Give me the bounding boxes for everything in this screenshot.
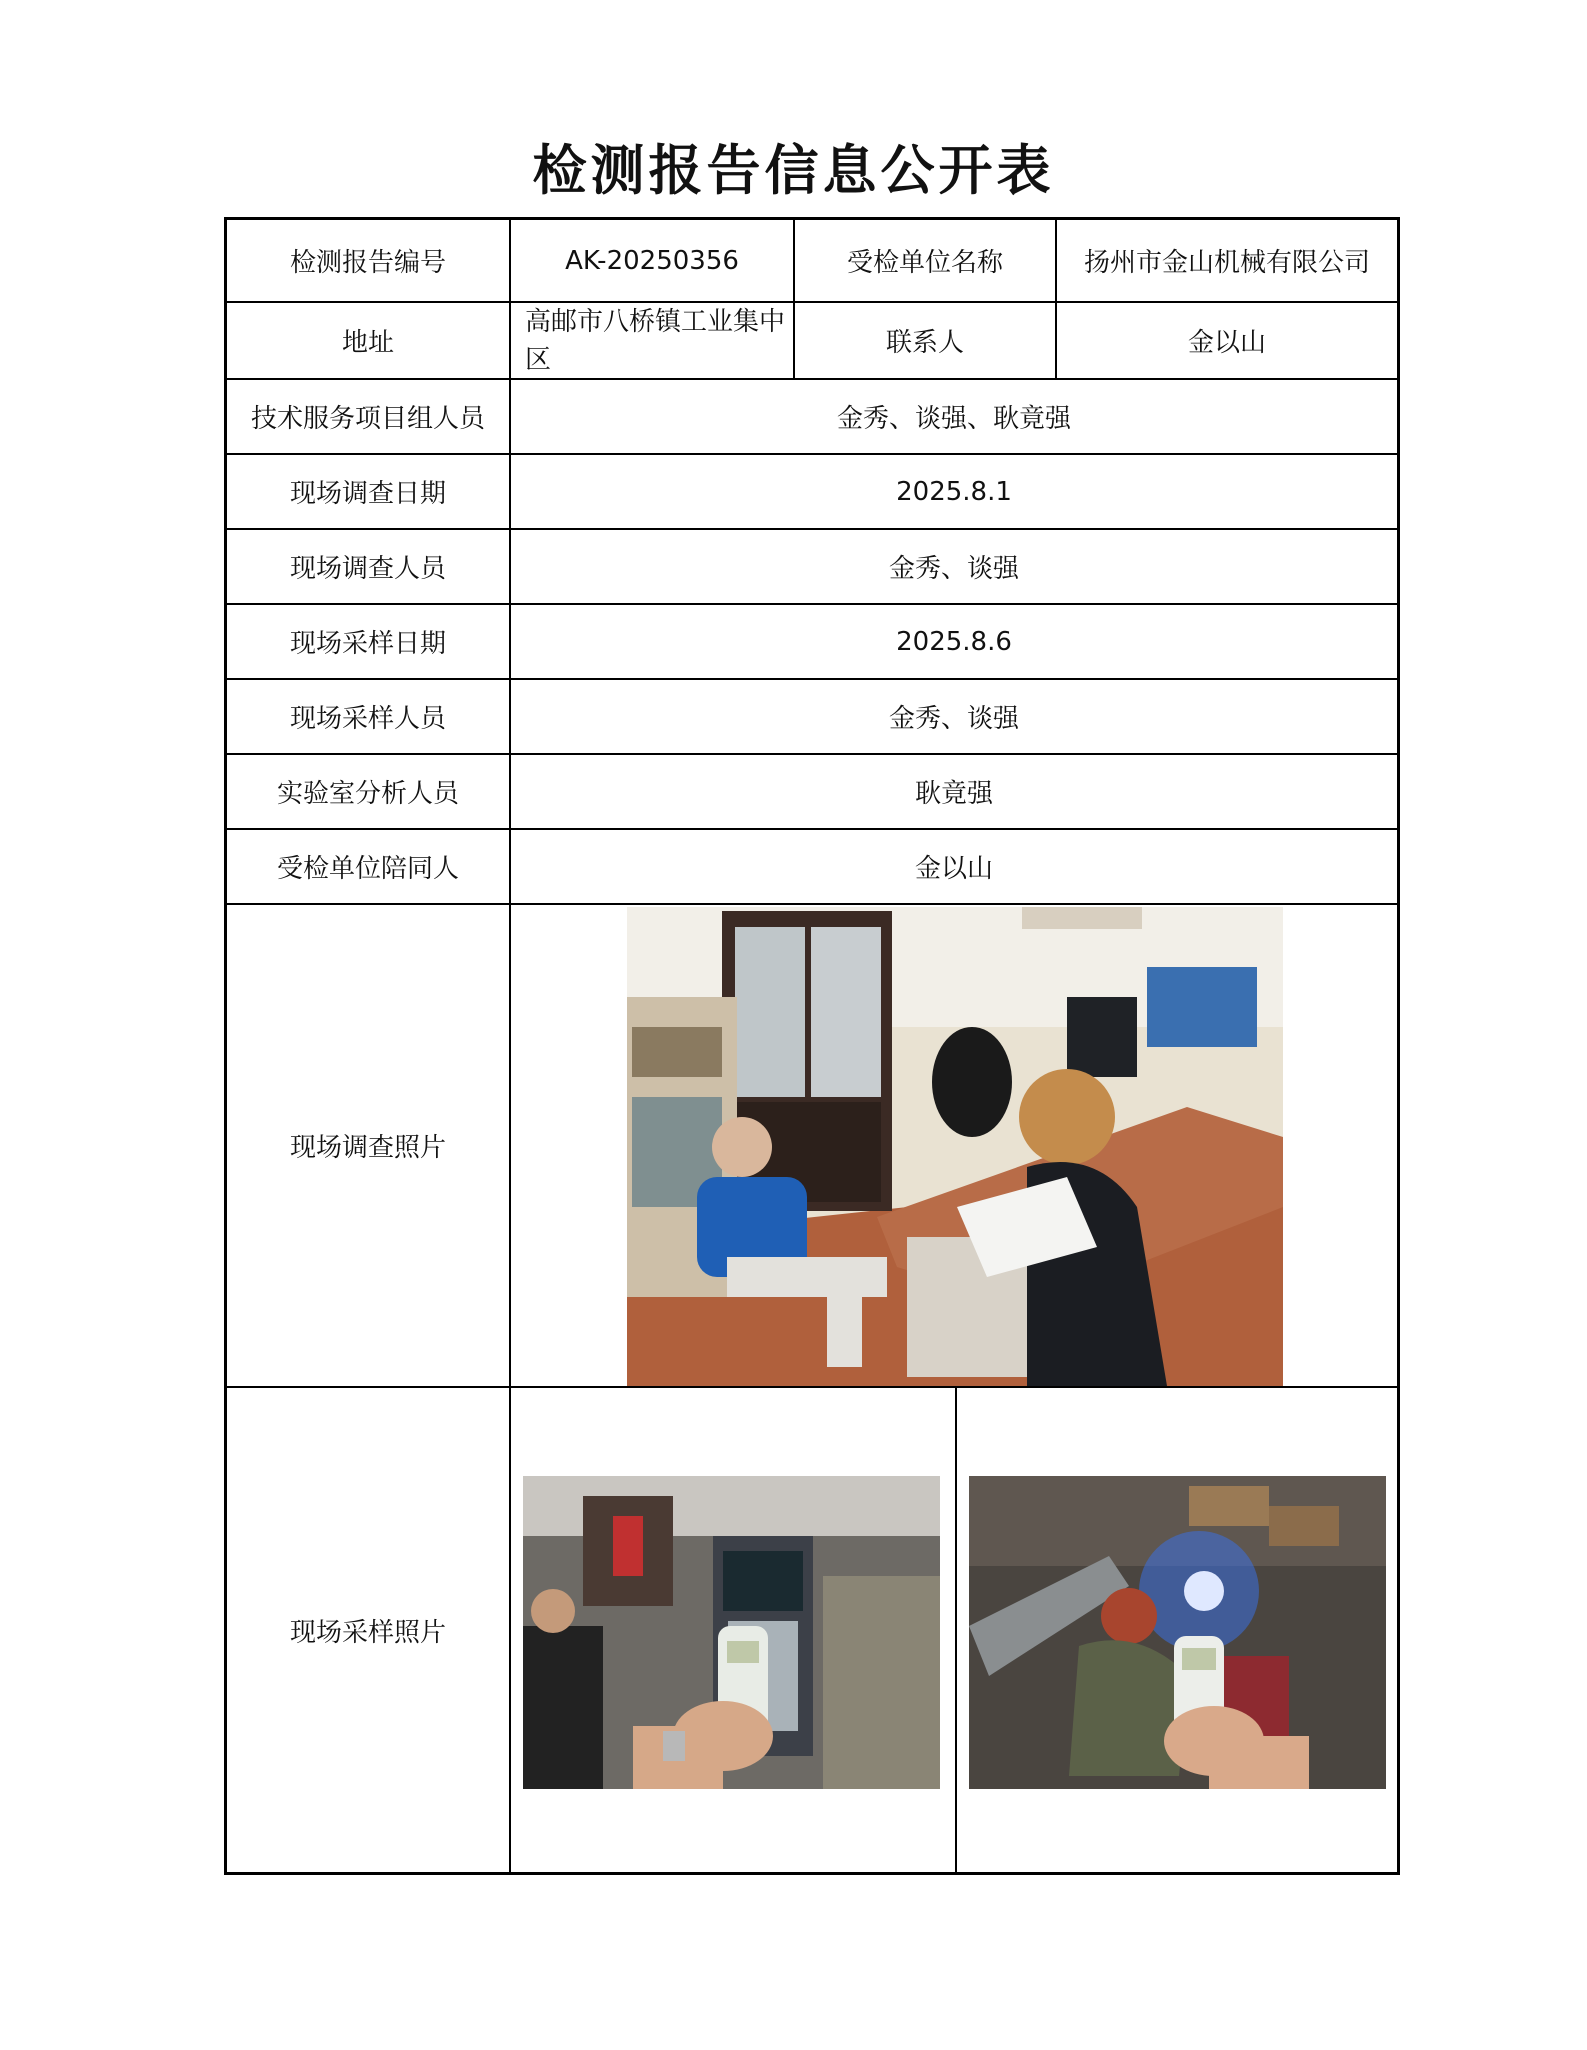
sampling-staff-label: 现场采样人员 — [289, 704, 446, 734]
contact-value: 金以山 — [1187, 328, 1266, 358]
escort-value: 金以山 — [914, 854, 993, 884]
team-members-label: 技术服务项目组人员 — [250, 404, 485, 434]
survey-photo — [627, 907, 1283, 1386]
table-row — [227, 220, 1397, 303]
survey-staff-value: 金秀、谈强 — [888, 554, 1019, 584]
report-number-label: 检测报告编号 — [289, 248, 446, 278]
table-row — [227, 1388, 1397, 1872]
table-row — [227, 455, 1397, 530]
table-row — [227, 680, 1397, 755]
contact-label: 联系人 — [885, 328, 964, 358]
sampling-photo-2 — [969, 1476, 1386, 1789]
sampling-photo-label: 现场采样照片 — [289, 1617, 446, 1648]
client-name-value: 扬州市金山机械有限公司 — [1083, 248, 1370, 278]
table-row — [227, 905, 1397, 1388]
welding-sampling-image — [969, 1476, 1386, 1789]
table-row — [227, 605, 1397, 680]
office-survey-image — [627, 907, 1283, 1386]
sampling-date-label: 现场采样日期 — [289, 629, 446, 659]
table-row — [227, 380, 1397, 455]
survey-date-value: 2025.8.1 — [896, 476, 1012, 507]
machine-sampling-image — [523, 1476, 940, 1789]
sampling-photo-1 — [523, 1476, 940, 1789]
survey-date-label: 现场调查日期 — [289, 479, 446, 509]
sampling-staff-value: 金秀、谈强 — [888, 704, 1019, 734]
lab-analyst-label: 实验室分析人员 — [276, 779, 459, 809]
address-label: 地址 — [341, 328, 394, 358]
survey-staff-label: 现场调查人员 — [289, 554, 446, 584]
info-table — [224, 217, 1400, 1875]
sampling-date-value: 2025.8.6 — [896, 626, 1012, 657]
escort-label: 受检单位陪同人 — [276, 854, 459, 884]
survey-photo-label: 现场调查照片 — [289, 1133, 446, 1163]
team-members-value: 金秀、谈强、耿竟强 — [836, 404, 1071, 434]
report-number-value: AK-20250356 — [565, 245, 739, 276]
client-name-label: 受检单位名称 — [846, 248, 1003, 278]
address-value: 高邮市八桥镇工业集中区 — [525, 306, 786, 375]
table-row — [227, 755, 1397, 830]
page-title: 检测报告信息公开表 — [532, 138, 1055, 202]
lab-analyst-value: 耿竟强 — [914, 779, 993, 809]
table-row — [227, 830, 1397, 905]
table-row — [227, 303, 1397, 380]
table-row — [227, 530, 1397, 605]
